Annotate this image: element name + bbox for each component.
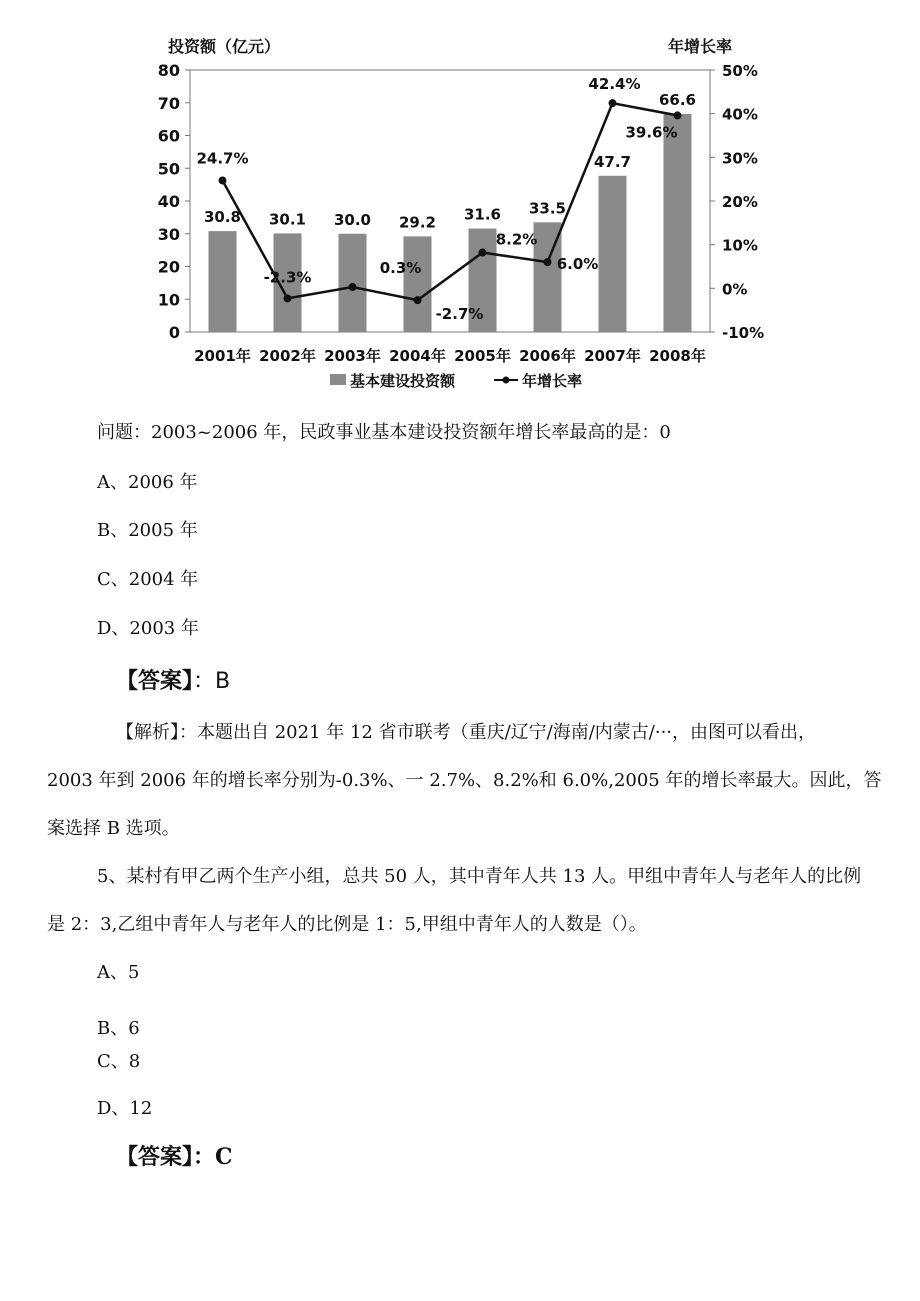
x-tick-label: 2001年: [194, 347, 251, 365]
bar: [209, 231, 237, 332]
bar-value-label: 66.6: [658, 90, 697, 109]
growth-rate-point: [284, 294, 292, 302]
legend-bar-swatch: [330, 374, 346, 385]
answer-1-value: ：B: [193, 669, 231, 694]
growth-rate-point: [544, 258, 552, 266]
left-axis-title: 投资额（亿元）: [168, 37, 281, 56]
bar-value-label: 29.2: [398, 213, 437, 232]
legend-bar-label: 基本建设投资额: [350, 372, 456, 390]
growth-rate-point: [674, 111, 682, 119]
x-tick-label: 2005年: [454, 347, 511, 365]
right-tick-label: 0%: [722, 280, 748, 299]
x-tick-label: 2002年: [259, 347, 316, 365]
analysis-line-3: 案选择 B 选项。: [47, 818, 180, 839]
bar-line-chart: [140, 30, 780, 395]
bar: [404, 236, 432, 332]
left-tick-label: 10: [157, 290, 180, 310]
answer-2-label: 【答案】: [116, 1145, 194, 1170]
right-tick-label: 40%: [722, 105, 758, 124]
option-d: D、2003 年: [97, 618, 199, 639]
right-tick-label: 20%: [722, 193, 758, 211]
growth-rate-label: 42.4%: [588, 75, 641, 94]
plot-frame: [190, 70, 710, 332]
left-tick-label: 20: [157, 257, 180, 277]
analysis-line-2: 2003 年到 2006 年的增长率分别为-0.3%、一 2.7%、8.2%和 6.0%,2005 年的增长率最大。因此，答: [47, 770, 882, 791]
x-tick-label: 2006年: [519, 347, 576, 365]
growth-rate-point: [414, 296, 422, 304]
option-b: B、2005 年: [97, 520, 198, 541]
left-tick-label: 40: [157, 192, 180, 211]
option-b-2: B、6: [97, 1018, 140, 1039]
bar: [664, 114, 692, 332]
x-tick-label: 2007年: [584, 347, 641, 365]
growth-rate-label: -2.7%: [435, 305, 484, 324]
option-d-2: D、12: [97, 1098, 153, 1119]
right-tick-label: -10%: [722, 324, 765, 342]
answer-2-value: ：C: [193, 1144, 233, 1170]
bar-value-label: 30.0: [333, 210, 372, 229]
right-tick-label: 10%: [722, 236, 758, 255]
x-tick-label: 2003年: [324, 347, 381, 365]
x-tick-label: 2004年: [389, 347, 446, 365]
x-tick-label: 2008年: [649, 347, 706, 365]
bar-value-label: 33.5: [528, 199, 567, 218]
left-tick-label: 80: [157, 61, 180, 80]
legend-line-marker: [503, 377, 510, 384]
answer-2: [116, 1140, 920, 1171]
growth-rate-label: 39.6%: [625, 123, 678, 142]
growth-rate-label: 6.0%: [556, 255, 599, 274]
left-tick-label: 60: [157, 126, 180, 146]
option-a: A、2006 年: [97, 472, 198, 493]
growth-rate-label: 0.3%: [379, 259, 422, 278]
right-tick-label: 30%: [722, 149, 758, 168]
growth-rate-label: 8.2%: [495, 230, 538, 249]
left-tick-label: 0: [168, 323, 180, 342]
growth-rate-label: 24.7%: [196, 149, 249, 168]
right-tick-label: 50%: [722, 62, 758, 80]
legend-line-label: 年增长率: [522, 372, 583, 390]
analysis-line-1: 【解析】：本题出自 2021 年 12 省市联考（重庆/辽宁/海南/内蒙古/···，由图可以看出，: [116, 722, 817, 743]
growth-rate-label: -2.3%: [263, 268, 312, 287]
question-1-stem: 问题：2003~2006 年，民政事业基本建设投资额年增长率最高的是：0: [97, 422, 671, 443]
option-a-2: A、5: [97, 962, 140, 983]
answer-1-label: 【答案】: [116, 669, 194, 694]
left-tick-label: 50: [157, 159, 180, 179]
option-c: C、2004 年: [97, 569, 199, 590]
bar: [339, 234, 367, 332]
bar-value-label: 31.6: [463, 205, 502, 224]
chart-canvas: [140, 30, 780, 395]
growth-rate-point: [609, 99, 617, 107]
right-axis-title: 年增长率: [668, 37, 733, 56]
bar-value-label: 30.1: [268, 210, 307, 229]
bar-value-label: 30.8: [203, 208, 242, 227]
option-c-2: C、8: [97, 1051, 141, 1072]
growth-rate-point: [479, 249, 487, 257]
growth-rate-point: [219, 176, 227, 184]
bar: [599, 176, 627, 332]
answer-1: [116, 664, 920, 695]
left-tick-label: 70: [157, 93, 180, 113]
left-tick-label: 30: [157, 224, 180, 244]
question-2-stem-line-1: 5、某村有甲乙两个生产小组，总共 50 人，其中青年人共 13 人。甲组中青年人与老年人的比例: [97, 866, 862, 887]
bar-value-label: 47.7: [593, 152, 632, 171]
question-2-stem-line-2: 是 2：3,乙组中青年人与老年人的比例是 1：5,甲组中青年人的人数是（）。: [47, 914, 647, 935]
growth-rate-point: [349, 283, 357, 291]
